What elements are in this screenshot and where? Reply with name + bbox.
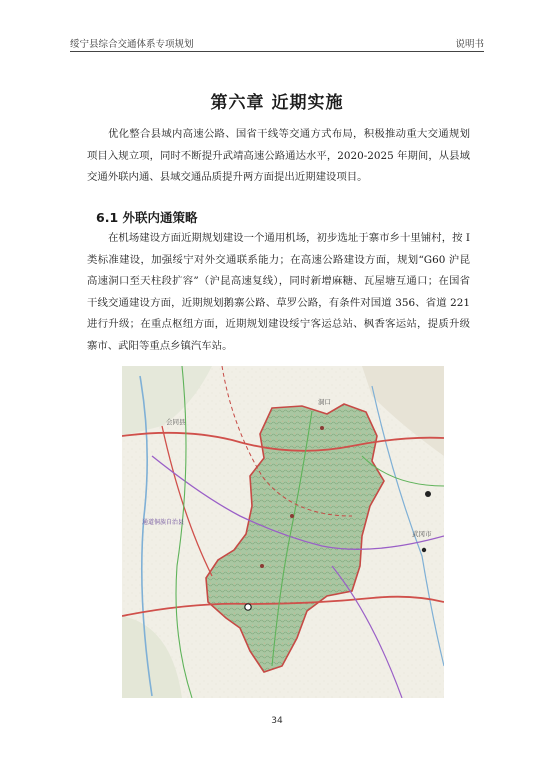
header-rule — [70, 51, 484, 52]
airport-marker — [425, 491, 431, 497]
header-document-title: 绥宁县综合交通体系专项规划 — [70, 39, 194, 50]
strategy-paragraph: 在机场建设方面近期规划建设一个通用机场，初步选址于寨市乡十里铺村，按 I 类标准建设，加强绥宁对外交通联系能力；在高速公路建设方面，规划“G60 沪昆高速洞口至天柱段扩容”（沪昆高速复线），同时新增麻糖、瓦屋塘互通口；在国省干线交通建设方面，近期规划鹅寨公路、草罗公路，有条件对国道 356、省道 221 进行升级；在重点枢纽方面，近期规划建设绥宁客运总站、枫香客运站，提质升级寨市、武阳等重点乡镇汽车站。 — [87, 232, 470, 352]
chapter-title: 第六章 近期实施 — [210, 93, 344, 113]
transport-map — [122, 366, 444, 698]
transport-map-figure — [122, 366, 444, 698]
section-title: 6.1 外联内通策略 — [96, 210, 198, 225]
intro-paragraph: 优化整合县域内高速公路、国省干线等交通方式布局，积极推动重大交通规划项目入规立项，同时不断提升武靖高速公路通达水平，2020-2025 年期间，从县域交通外联内通、县域交通品质提升两方面提出近期建设项目。 — [87, 128, 470, 184]
town-marker — [260, 564, 264, 568]
map-label-huitong: 会同县 — [166, 418, 186, 426]
header-doc-type: 说明书 — [455, 39, 484, 50]
town-marker — [290, 514, 294, 518]
county-seat-marker — [245, 604, 251, 610]
page-header — [70, 34, 484, 52]
map-label-wugang: 武冈市 — [412, 530, 432, 538]
map-label-tongdao: 通道侗族自治县 — [142, 519, 185, 526]
map-label-dongkou: 洞口 — [318, 398, 331, 406]
town-marker — [320, 426, 324, 430]
town-marker — [422, 548, 426, 552]
page-number: 34 — [271, 716, 283, 726]
